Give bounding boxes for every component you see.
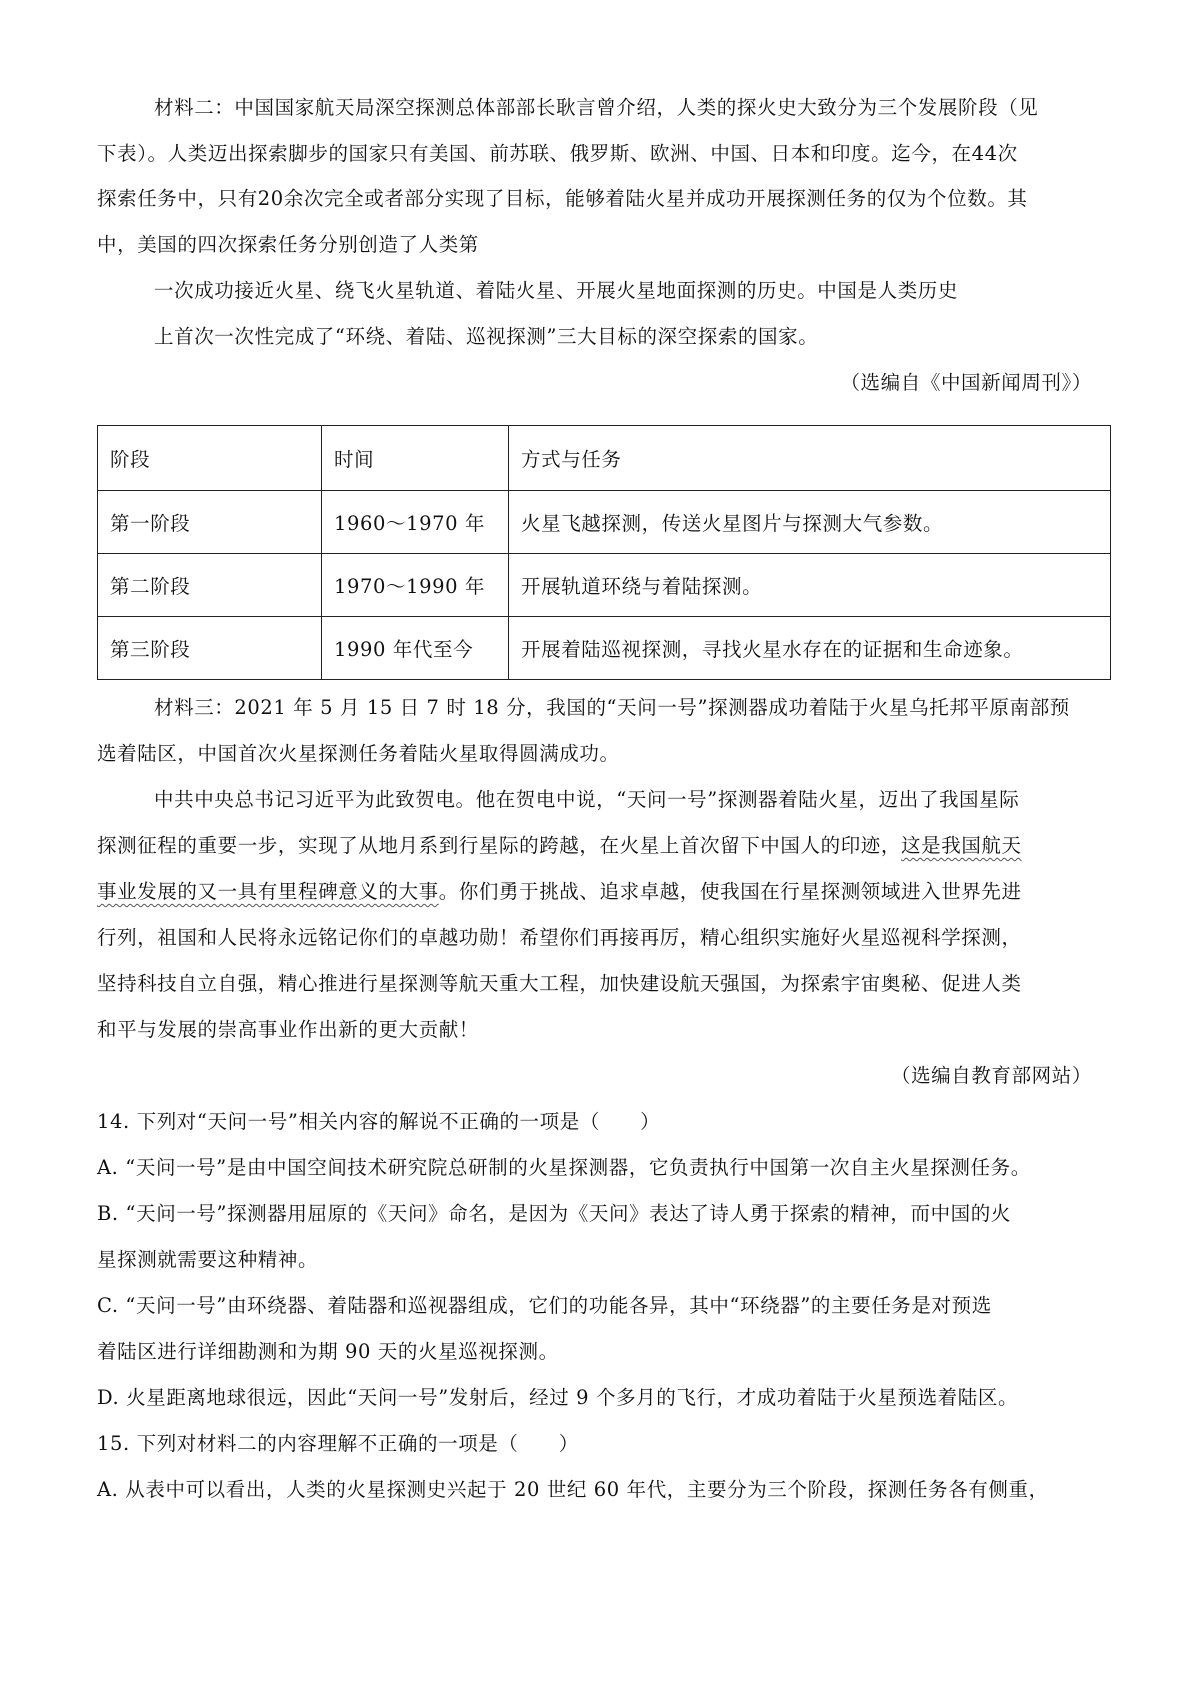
material2-line-1: 材料二：中国国家航天局深空探测总体部部长耿言曾介绍，人类的探火史大致分为三个发展阶段（见 — [154, 96, 1039, 119]
table-header-cell: 时间 — [322, 426, 509, 491]
material3-line-4 — [97, 832, 1022, 860]
table-cell: 开展着陆巡视探测，寻找火星水存在的证据和生命迹象。 — [509, 617, 1111, 680]
material2-line-5: 一次成功接近火星、绕飞火星轨道、着陆火星、开展火星地面探测的历史。中国是人类历史 — [154, 279, 959, 302]
material2-line-4: 中，美国的四次探索任务分别创造了人类第 — [97, 233, 479, 256]
material3-line-5 — [97, 878, 1022, 906]
question-14-option-d: D. 火星距离地球很远，因此“天问一号”发射后，经过 9 个多月的飞行，才成功着陆于火星预选着陆区。 — [97, 1386, 1019, 1409]
question-15-option-a: A. 从表中可以看出，人类的火星探测史兴起于 20 世纪 60 年代，主要分为三个阶段，探测任务各有侧重， — [97, 1478, 1049, 1501]
material3-text: 。你们勇于挑战、追求卓越，使我国在行星探测领域进入世界先进 — [438, 880, 1022, 903]
question-14-option-b: B. “天问一号”探测器用屈原的《天问》命名，是因为《天问》表达了诗人勇于探索的精神，而中国的火 — [97, 1202, 1011, 1225]
material2-source: （选编自《中国新闻周刊》） — [840, 371, 1092, 394]
table-header-cell: 阶段 — [98, 426, 322, 491]
material3-line-8: 和平与发展的崇高事业作出新的更大贡献！ — [97, 1018, 479, 1041]
table-cell: 1990 年代至今 — [322, 617, 509, 680]
table-cell: 火星飞越探测，传送火星图片与探测大气参数。 — [509, 491, 1111, 554]
table-cell: 第三阶段 — [98, 617, 322, 680]
mars-exploration-stage-table — [97, 425, 1111, 680]
table-cell: 开展轨道环绕与着陆探测。 — [509, 554, 1111, 617]
table-row — [98, 491, 1111, 554]
table-header-row — [98, 426, 1111, 491]
material3-text: 探测征程的重要一步，实现了从地月系到行星际的跨越，在火星上首次留下中国人的印迹， — [97, 834, 902, 857]
wavy-underlined-text: 事业发展的又一具有里程碑意义的大事 — [97, 880, 439, 903]
table-row — [98, 554, 1111, 617]
table-header-cell: 方式与任务 — [509, 426, 1111, 491]
table-cell: 1960～1970 年 — [322, 491, 509, 554]
material3-line-7: 坚持科技自立自强，精心推进行星探测等航天重大工程，加快建设航天强国，为探索宇宙奥秘、促进人类 — [97, 972, 1022, 995]
material3-source: （选编自教育部网站） — [890, 1064, 1092, 1087]
material2-line-3: 探索任务中，只有20余次完全或者部分实现了目标，能够着陆火星并成功开展探测任务的仅为个位数。其 — [97, 187, 1028, 210]
material3-line-3: 中共中央总书记习近平为此致贺电。他在贺电中说，“天问一号”探测器着陆火星，迈出了我国星际 — [154, 788, 1020, 811]
material3-line-2: 选着陆区，中国首次火星探测任务着陆火星取得圆满成功。 — [97, 742, 620, 765]
question-15-stem: 15. 下列对材料二的内容理解不正确的一项是（ ） — [97, 1432, 579, 1455]
material2-line-6: 上首次一次性完成了“环绕、着陆、巡视探测”三大目标的深空探索的国家。 — [154, 325, 819, 348]
material3-line-6: 行列，祖国和人民将永远铭记你们的卓越功勋！希望你们再接再厉，精心组织实施好火星巡视科学探测， — [97, 926, 1022, 949]
table-cell: 第二阶段 — [98, 554, 322, 617]
question-14-option-c: C. “天问一号”由环绕器、着陆器和巡视器组成，它们的功能各异，其中“环绕器”的主要任务是对预选 — [97, 1294, 992, 1317]
question-14-stem: 14. 下列对“天问一号”相关内容的解说不正确的一项是（ ） — [97, 1110, 661, 1133]
question-14-option-a: A. “天问一号”是由中国空间技术研究院总研制的火星探测器，它负责执行中国第一次自主火星探测任务。 — [97, 1156, 1031, 1179]
table-cell: 第一阶段 — [98, 491, 322, 554]
table-row — [98, 617, 1111, 680]
question-14-option-c-cont: 着陆区进行详细勘测和为期 90 天的火星巡视探测。 — [97, 1340, 559, 1363]
question-14-option-b-cont: 星探测就需要这种精神。 — [97, 1248, 319, 1271]
table-cell: 1970～1990 年 — [322, 554, 509, 617]
material2-line-2: 下表）。人类迈出探索脚步的国家只有美国、前苏联、俄罗斯、欧洲、中国、日本和印度。迄今，在44次 — [97, 142, 1018, 165]
wavy-underlined-text: 这是我国航天 — [901, 834, 1022, 857]
material3-line-1: 材料三：2021 年 5 月 15 日 7 时 18 分，我国的“天问一号”探测器成功着陆于火星乌托邦平原南部预 — [154, 696, 1070, 719]
